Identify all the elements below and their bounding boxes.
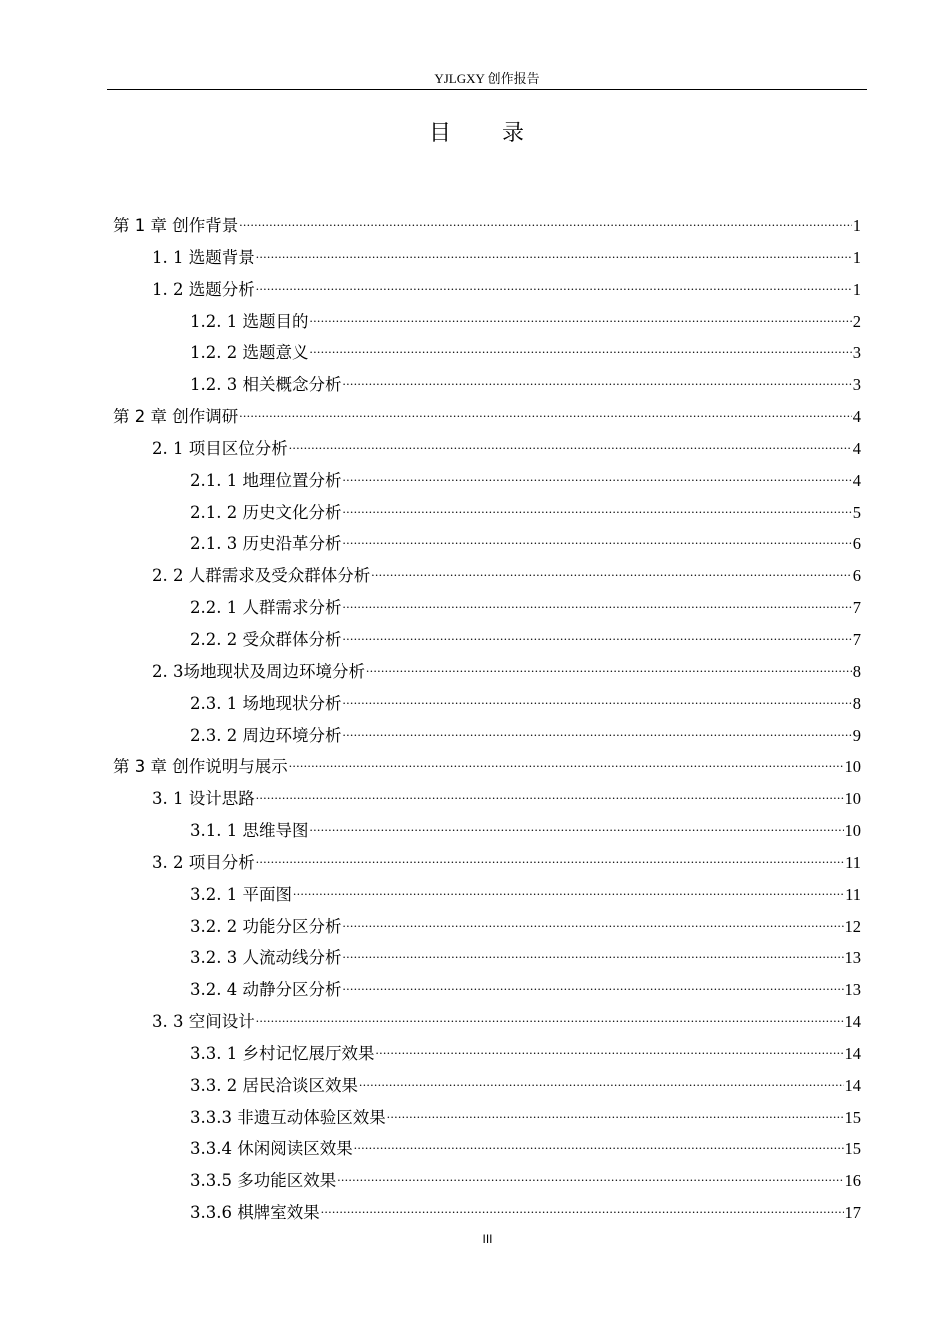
toc-entry-level-3[interactable] bbox=[113, 722, 861, 754]
dot-leader bbox=[342, 533, 851, 550]
toc-entry-label: 1.2. 1 选题目的 bbox=[190, 311, 309, 331]
toc-entry-label: 2. 3场地现状及周边环境分析 bbox=[152, 661, 365, 681]
toc-entry-level-3[interactable] bbox=[113, 944, 861, 976]
dot-leader bbox=[337, 1170, 843, 1187]
toc-entry-page: 17 bbox=[844, 1203, 861, 1223]
toc-entry-level-3[interactable] bbox=[113, 1104, 861, 1136]
toc-entry-page: 3 bbox=[852, 343, 861, 363]
toc-entry-level-2[interactable] bbox=[113, 849, 861, 881]
toc-entry-page: 15 bbox=[844, 1139, 861, 1159]
toc-entry-page: 12 bbox=[844, 916, 861, 936]
toc-entry-page: 3 bbox=[852, 375, 861, 395]
toc-entry-page: 2 bbox=[852, 311, 861, 331]
dot-leader bbox=[359, 1074, 844, 1091]
toc-entry-label: 2.1. 2 历史文化分析 bbox=[190, 502, 342, 522]
toc-entry-page: 14 bbox=[844, 1075, 861, 1095]
dot-leader bbox=[342, 979, 843, 996]
toc-entry-page: 14 bbox=[844, 1012, 861, 1032]
dot-leader bbox=[293, 883, 844, 900]
toc-entry-label: 3.2. 3 人流动线分析 bbox=[190, 948, 342, 968]
toc-entry-level-2[interactable] bbox=[113, 1008, 861, 1040]
toc-entry-label: 2.2. 2 受众群体分析 bbox=[190, 629, 342, 649]
toc-entry-label: 3.2. 4 动静分区分析 bbox=[190, 980, 342, 1000]
table-of-contents bbox=[113, 212, 861, 1231]
toc-entry-level-3[interactable] bbox=[113, 1167, 861, 1199]
dot-leader bbox=[371, 565, 852, 582]
toc-entry-level-1[interactable] bbox=[113, 212, 861, 244]
dot-leader bbox=[387, 1106, 844, 1123]
dot-leader bbox=[342, 469, 851, 486]
dot-leader bbox=[375, 1042, 843, 1059]
toc-entry-page: 15 bbox=[844, 1107, 861, 1127]
toc-entry-level-3[interactable] bbox=[113, 371, 861, 403]
toc-entry-level-3[interactable] bbox=[113, 881, 861, 913]
dot-leader bbox=[342, 374, 851, 391]
toc-title: 目 录 bbox=[429, 121, 546, 146]
toc-entry-page: 10 bbox=[844, 789, 861, 809]
toc-entry-label: 2.1. 3 历史沿革分析 bbox=[190, 534, 342, 554]
toc-entry-page: 7 bbox=[852, 598, 861, 618]
toc-entry-level-3[interactable] bbox=[113, 499, 861, 531]
toc-entry-label: 1.2. 3 相关概念分析 bbox=[190, 375, 342, 395]
toc-entry-label: 3.2. 1 平面图 bbox=[190, 884, 292, 904]
dot-leader bbox=[309, 342, 851, 359]
dot-leader bbox=[256, 788, 844, 805]
toc-entry-level-3[interactable] bbox=[113, 817, 861, 849]
dot-leader bbox=[342, 628, 851, 645]
toc-entry-level-3[interactable] bbox=[113, 467, 861, 499]
toc-entry-level-3[interactable] bbox=[113, 1072, 861, 1104]
toc-entry-level-3[interactable] bbox=[113, 594, 861, 626]
toc-entry-level-3[interactable] bbox=[113, 913, 861, 945]
toc-entry-label: 1. 1 选题背景 bbox=[152, 247, 255, 267]
dot-leader bbox=[256, 1011, 844, 1028]
toc-entry-page: 1 bbox=[852, 279, 861, 299]
toc-entry-level-2[interactable] bbox=[113, 276, 861, 308]
toc-entry-page: 13 bbox=[844, 980, 861, 1000]
toc-entry-level-3[interactable] bbox=[113, 626, 861, 658]
dot-leader bbox=[342, 947, 843, 964]
dot-leader bbox=[342, 692, 851, 709]
toc-entry-label: 3.3.3 非遗互动体验区效果 bbox=[190, 1107, 386, 1127]
toc-entry-page: 8 bbox=[852, 661, 861, 681]
toc-entry-level-2[interactable] bbox=[113, 658, 861, 690]
toc-entry-level-3[interactable] bbox=[113, 339, 861, 371]
dot-leader bbox=[366, 660, 852, 677]
toc-entry-level-2[interactable] bbox=[113, 562, 861, 594]
toc-entry-label: 第 1 章 创作背景 bbox=[113, 216, 239, 235]
dot-leader bbox=[309, 310, 851, 327]
toc-entry-page: 11 bbox=[845, 884, 861, 904]
toc-entry-page: 5 bbox=[852, 502, 861, 522]
toc-entry-page: 6 bbox=[852, 566, 861, 586]
dot-leader bbox=[342, 501, 851, 518]
running-header: YJLGXY 创作报告 bbox=[434, 71, 540, 86]
toc-entry-label: 2.3. 2 周边环境分析 bbox=[190, 725, 342, 745]
toc-entry-page: 8 bbox=[852, 693, 861, 713]
toc-entry-page: 11 bbox=[845, 852, 861, 872]
toc-entry-page: 1 bbox=[852, 247, 861, 267]
toc-entry-page: 16 bbox=[844, 1171, 861, 1191]
toc-entry-page: 1 bbox=[852, 216, 861, 235]
toc-entry-label: 3.3. 1 乡村记忆展厅效果 bbox=[190, 1043, 375, 1063]
toc-entry-page: 13 bbox=[844, 948, 861, 968]
toc-entry-label: 3.3.4 休闲阅读区效果 bbox=[190, 1139, 353, 1159]
dot-leader bbox=[256, 851, 844, 868]
toc-entry-label: 3. 2 项目分析 bbox=[152, 852, 255, 872]
dot-leader bbox=[342, 724, 851, 741]
toc-entry-level-1[interactable] bbox=[113, 753, 861, 785]
toc-entry-label: 第 3 章 创作说明与展示 bbox=[113, 757, 288, 777]
toc-entry-page: 4 bbox=[852, 470, 861, 490]
dot-leader bbox=[342, 915, 843, 932]
toc-entry-label: 第 2 章 创作调研 bbox=[113, 407, 239, 427]
toc-entry-label: 3.3.5 多功能区效果 bbox=[190, 1171, 337, 1191]
toc-entry-label: 3.2. 2 功能分区分析 bbox=[190, 916, 342, 936]
toc-entry-label: 3. 3 空间设计 bbox=[152, 1012, 255, 1032]
page-number: III bbox=[482, 1232, 493, 1246]
toc-entry-page: 9 bbox=[852, 725, 861, 745]
dot-leader bbox=[256, 278, 852, 295]
header-divider bbox=[107, 89, 867, 90]
toc-entry-level-1[interactable] bbox=[113, 403, 861, 435]
toc-entry-level-3[interactable] bbox=[113, 1199, 861, 1231]
dot-leader bbox=[309, 820, 843, 837]
dot-leader bbox=[239, 215, 852, 232]
toc-entry-label: 2. 1 项目区位分析 bbox=[152, 438, 288, 458]
toc-entry-label: 2.1. 1 地理位置分析 bbox=[190, 470, 342, 490]
toc-entry-level-3[interactable] bbox=[113, 530, 861, 562]
toc-entry-level-3[interactable] bbox=[113, 690, 861, 722]
toc-entry-page: 4 bbox=[852, 407, 861, 427]
toc-entry-label: 2. 2 人群需求及受众群体分析 bbox=[152, 566, 371, 586]
toc-entry-label: 3.1. 1 思维导图 bbox=[190, 821, 309, 841]
toc-entry-level-3[interactable] bbox=[113, 1040, 861, 1072]
toc-entry-page: 4 bbox=[852, 438, 861, 458]
toc-entry-page: 10 bbox=[844, 757, 861, 777]
toc-entry-level-2[interactable] bbox=[113, 785, 861, 817]
toc-entry-label: 2.2. 1 人群需求分析 bbox=[190, 598, 342, 618]
toc-entry-label: 2.3. 1 场地现状分析 bbox=[190, 693, 342, 713]
toc-entry-label: 1. 2 选题分析 bbox=[152, 279, 255, 299]
dot-leader bbox=[289, 437, 852, 454]
dot-leader bbox=[239, 406, 852, 423]
toc-entry-label: 3.3.6 棋牌室效果 bbox=[190, 1203, 320, 1223]
dot-leader bbox=[342, 597, 851, 614]
toc-entry-level-2[interactable] bbox=[113, 435, 861, 467]
toc-entry-label: 1.2. 2 选题意义 bbox=[190, 343, 309, 363]
toc-entry-level-3[interactable] bbox=[113, 1135, 861, 1167]
toc-entry-level-2[interactable] bbox=[113, 244, 861, 276]
dot-leader bbox=[321, 1202, 844, 1219]
dot-leader bbox=[256, 246, 852, 263]
toc-entry-page: 10 bbox=[844, 821, 861, 841]
dot-leader bbox=[354, 1138, 844, 1155]
toc-entry-label: 3. 1 设计思路 bbox=[152, 789, 255, 809]
toc-entry-page: 6 bbox=[852, 534, 861, 554]
toc-entry-level-3[interactable] bbox=[113, 308, 861, 340]
dot-leader bbox=[289, 756, 844, 773]
toc-entry-label: 3.3. 2 居民洽谈区效果 bbox=[190, 1075, 358, 1095]
toc-entry-page: 7 bbox=[852, 629, 861, 649]
toc-entry-page: 14 bbox=[844, 1043, 861, 1063]
toc-entry-level-3[interactable] bbox=[113, 976, 861, 1008]
